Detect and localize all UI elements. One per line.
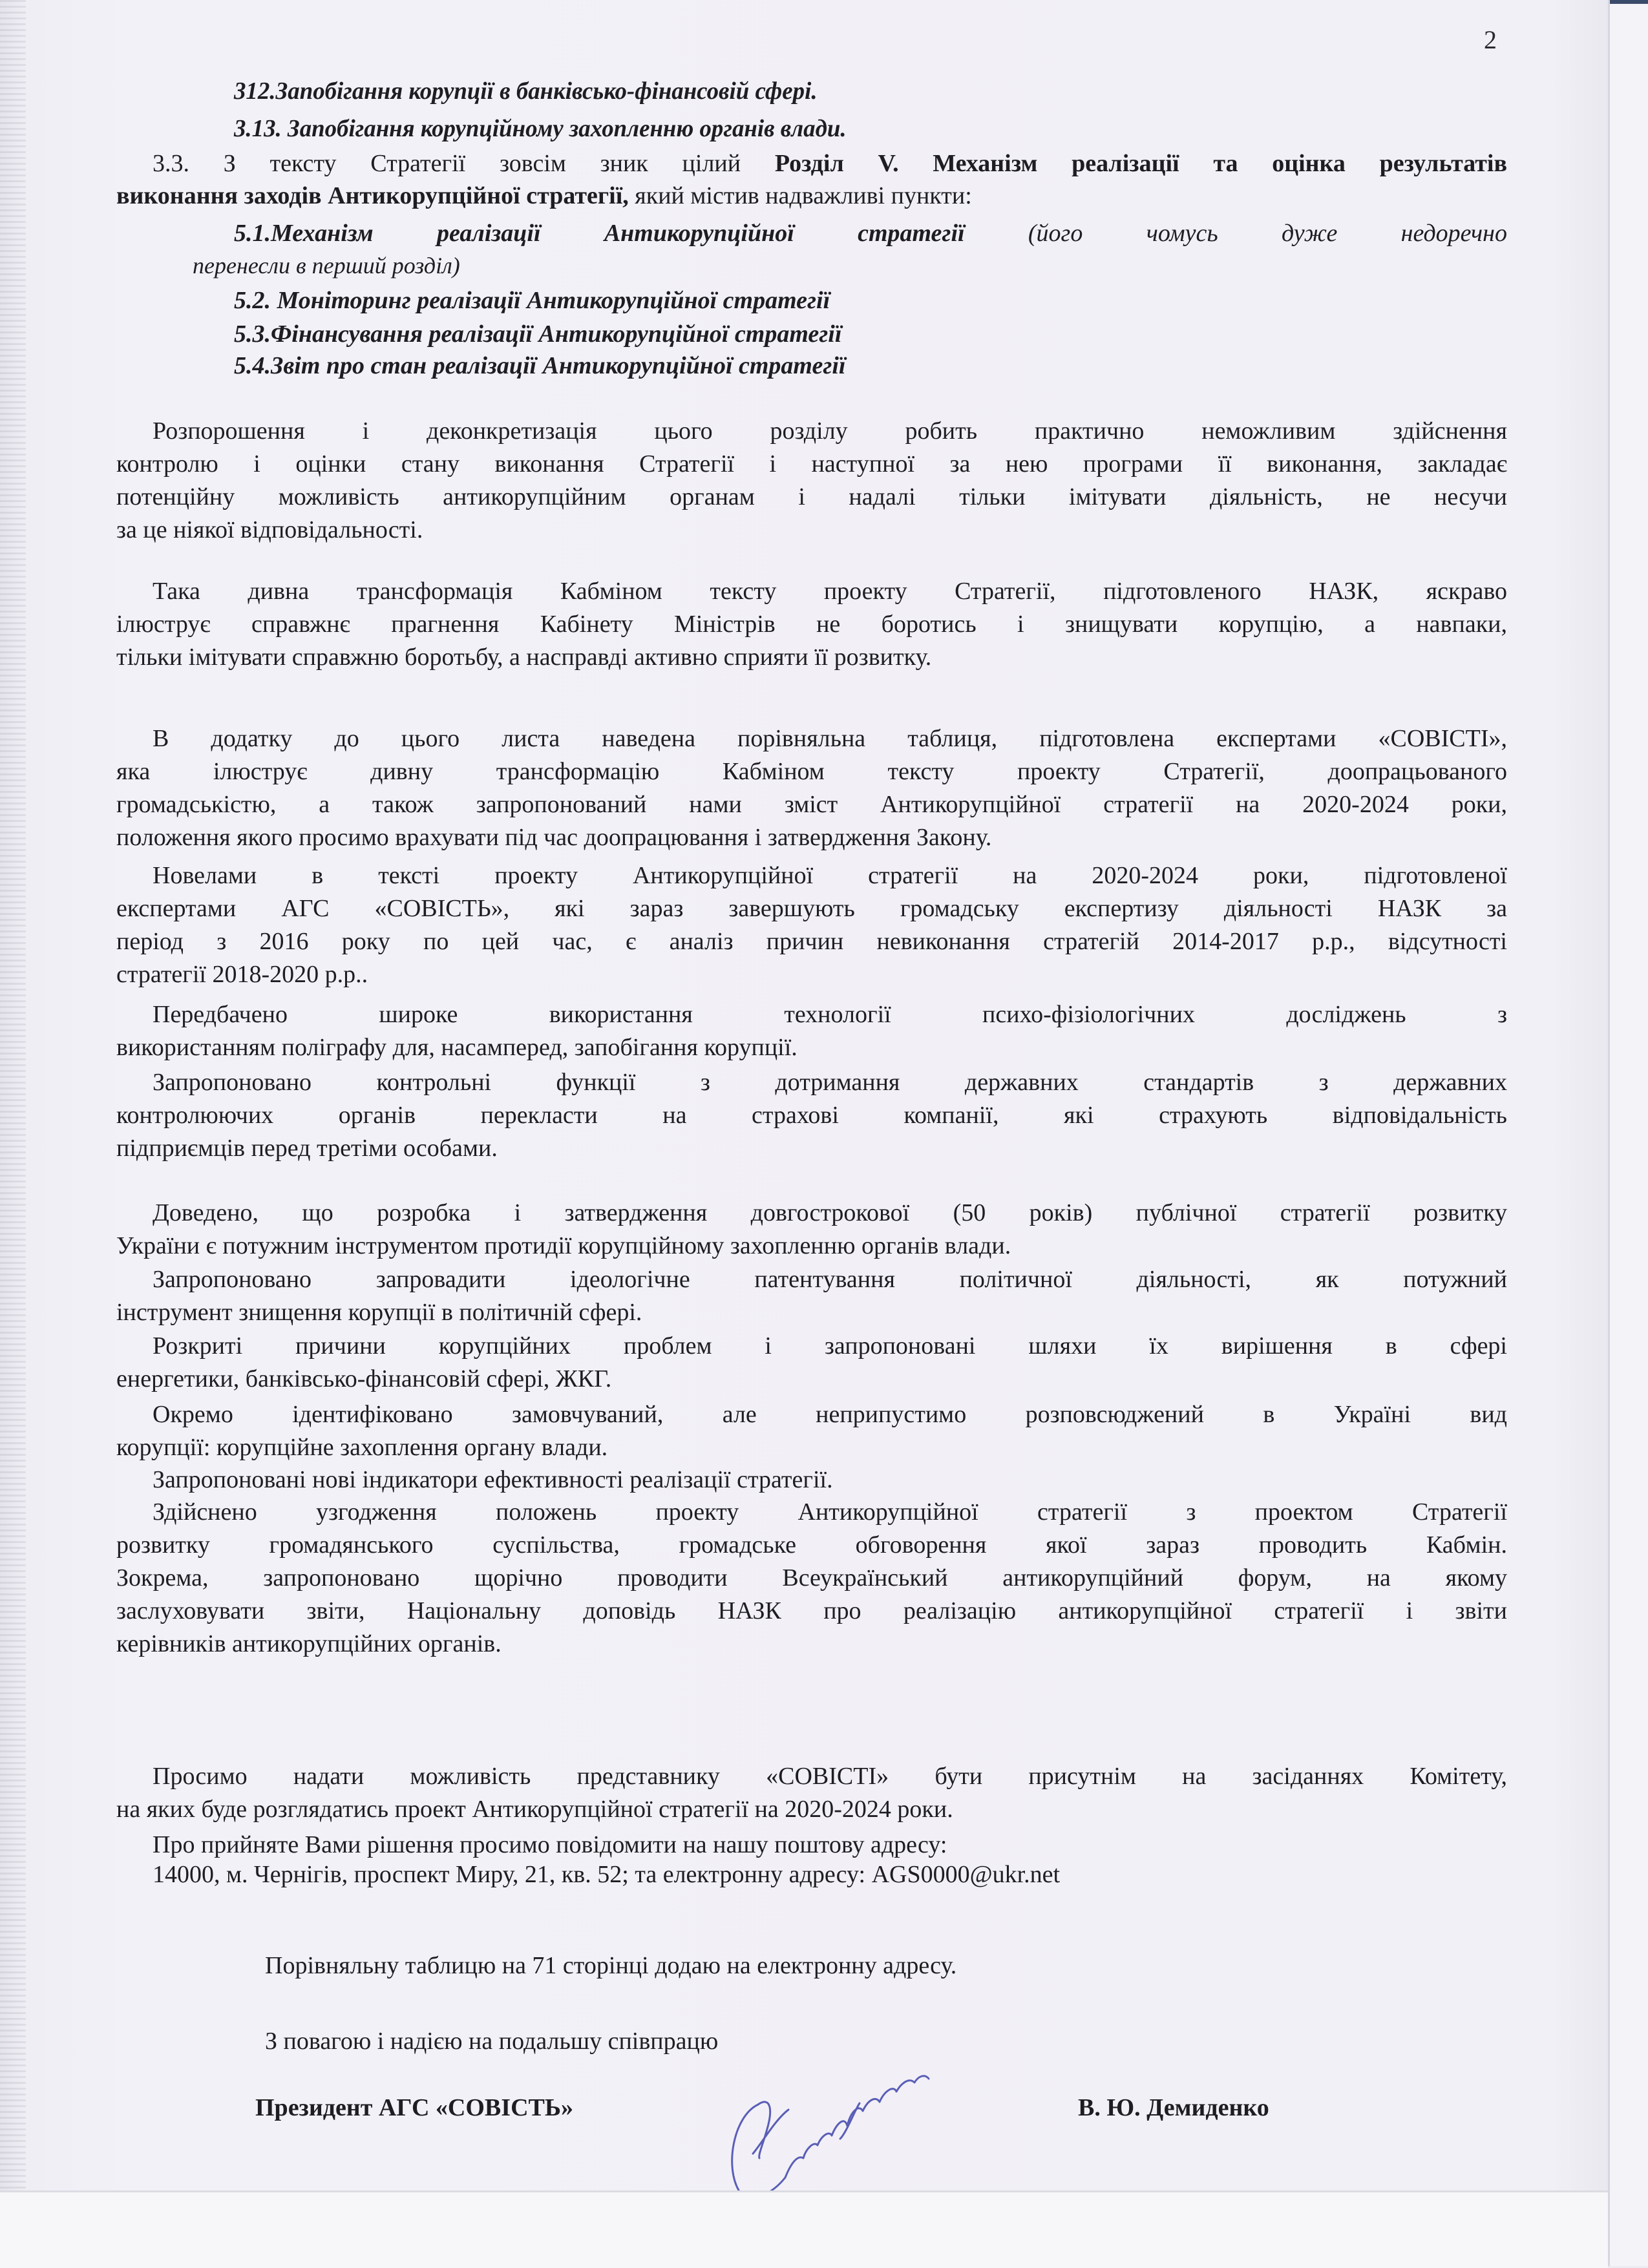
postal-address: 14000, м. Чернігів, проспект Миру, 21, кв. 52; та електронну адресу: [153, 1861, 872, 1888]
section-3-3-title-bold-cont: виконання заходів Антикорупційної стратегії, [116, 182, 629, 209]
paragraph-request-line: Просимо надати можливість представнику «СОВІСТІ» бути присутнім на засіданнях Комітету, [153, 1763, 1507, 1790]
paragraph-novels-line: стратегії 2018-2020 р.р.. [116, 961, 368, 988]
paragraph-transformation-line: Така дивна трансформація Кабміном тексту проекту Стратегії, підготовленого НАЗК, яскраво [153, 578, 1507, 605]
paragraph-capture-line: Окремо ідентифіковано замовчуваний, але неприпустимо розповсюджений в Україні вид [153, 1401, 1507, 1428]
signature-loop [732, 2105, 785, 2197]
section-3-3-suffix: який містив надважливі пункти: [628, 182, 972, 209]
paragraph-polygraph-line: використанням поліграфу для, насамперед, запобігання корупції. [116, 1034, 798, 1061]
closing-phrase: З повагою і надією на подальшу співпрацю [265, 2028, 719, 2055]
signature-letter-d [753, 2102, 788, 2158]
scanner-bottom-margin [0, 2190, 1608, 2268]
paragraph-insurance-line: контролюючих органів перекласти на страхові компанії, які страхують відповідальність [116, 1102, 1507, 1129]
paragraph-insurance-line: підприємців перед третіми особами. [116, 1135, 498, 1162]
paragraph-dispersion-line: Розпорошення і деконкретизація цього розділу робить практично неможливим здійснення [153, 417, 1507, 445]
paragraph-dispersion-line: контролю і оцінки стану виконання Стратегії і наступної за нею програми її виконання, закладає [116, 450, 1507, 478]
paragraph-harmonization-line: заслуховувати звіти, Національну доповідь НАЗК про реалізацію антикорупційної стратегії і звіти [116, 1597, 1507, 1624]
paragraph-appendix-line: положення якого просимо врахувати під час доопрацювання і затвердження Закону. [116, 824, 992, 851]
paragraph-long-term-line: України є потужним інструментом протидії корупційному захопленню органів влади. [116, 1232, 1011, 1259]
contact-address [153, 1858, 1060, 1891]
item-3-12: 312.Запобігання корупції в банківсько-фінансовій сфері. [234, 78, 818, 105]
paragraph-novels-line: Новелами в тексті проекту Антикорупційної стратегії на 2020-2024 роки, підготовленої [153, 862, 1507, 889]
page-number: 2 [1484, 25, 1497, 54]
section-3-3-line1 [153, 147, 1507, 180]
signatory-name: В. Ю. Демиденко [1078, 2094, 1269, 2121]
paragraph-capture-line: корупції: корупційне захоплення органу влади. [116, 1434, 608, 1461]
paragraph-novels-line: період з 2016 року по цей час, є аналіз причин невиконання стратегій 2014-2017 р.р., відсутності [116, 928, 1507, 955]
paragraph-insurance-line: Запропоновано контрольні функції з дотримання державних стандартів з державних [153, 1069, 1507, 1096]
paragraph-long-term-line: Доведено, що розробка і затвердження довгострокової (50 років) публічної стратегії розвитку [153, 1199, 1507, 1226]
paragraph-appendix-line: громадськістю, а також запропонований нами зміст Антикорупційної стратегії на 2020-2024 роки, [116, 791, 1507, 818]
section-3-3-line2 [116, 180, 972, 212]
item-5-1-note: (його чомусь дуже недоречно [1028, 220, 1508, 247]
paragraph-causes-line: Розкриті причини корупційних проблем і запропоновані шляхи їх вирішення в сфері [153, 1332, 1507, 1360]
item-5-2: 5.2. Моніторинг реалізації Антикорупційної стратегії [234, 287, 830, 314]
item-3-13: 3.13. Запобігання корупційному захопленню органів влади. [234, 115, 847, 142]
handwritten-signature [727, 2071, 934, 2207]
attachment-note: Порівняльну таблицю на 71 сторінці додаю на електронну адресу. [265, 1952, 957, 1979]
paragraph-patenting-line: інструмент знищення корупції в політичній сфері. [116, 1299, 642, 1326]
scanner-right-margin [1608, 0, 1648, 2266]
paragraph-harmonization-line: розвитку громадянського суспільства, громадське обговорення якої зараз проводить Кабмін. [116, 1531, 1507, 1559]
scanner-band [1610, 0, 1648, 4]
paragraph-transformation-line: тільки імітувати справжню боротьбу, а насправді активно сприяти її розвитку. [116, 644, 932, 671]
item-5-3: 5.3.Фінансування реалізації Антикорупційної стратегії [234, 320, 842, 348]
item-5-1-note-cont: перенесли в перший розділ) [193, 253, 460, 278]
paragraph-harmonization-line: керівників антикорупційних органів. [116, 1630, 502, 1657]
paragraph-harmonization-line: Здійснено узгодження положень проекту Антикорупційної стратегії з проектом Стратегії [153, 1498, 1507, 1526]
paragraph-novels-line: експертами АГС «СОВІСТЬ», які зараз завершують громадську експертизу діяльності НАЗК за [116, 895, 1507, 922]
paragraph-patenting-line: Запропоновано запровадити ідеологічне патентування політичної діяльності, як потужний [153, 1266, 1507, 1293]
contact-request: Про прийняте Вами рішення просимо повідомити на нашу поштову адресу: [153, 1831, 947, 1858]
section-3-3-title-bold: Розділ V. Механізм реалізації та оцінка результатів [774, 150, 1507, 177]
item-5-4: 5.4.Звіт про стан реалізації Антикорупційної стратегії [234, 352, 846, 379]
item-5-1-title: 5.1.Механізм реалізації Антикорупційної стратегії [234, 220, 965, 247]
paragraph-polygraph-line: Передбачено широке використання технології психо-фізіологічних досліджень з [153, 1001, 1507, 1028]
section-3-3-prefix: 3.3. З тексту Стратегії зовсім зник цілий [153, 150, 775, 177]
paragraph-appendix-line: яка ілюструє дивну трансформацію Кабміном тексту проекту Стратегії, доопрацьованого [116, 758, 1507, 785]
email-address: AGS0000@ukr.net [871, 1861, 1061, 1888]
paragraph-appendix-line: В додатку до цього листа наведена порівняльна таблиця, підготовлена експертами «СОВІСТІ», [153, 725, 1507, 752]
paragraph-transformation-line: ілюструє справжнє прагнення Кабінету Міністрів не боротись і знищувати корупцію, а навпаки, [116, 611, 1507, 638]
scan-edge-artifact [0, 0, 26, 2190]
item-5-1 [234, 217, 1507, 249]
signatory-position: Президент АГС «СОВІСТЬ» [255, 2094, 573, 2121]
paragraph-causes-line: енергетики, банківсько-фінансовій сфері, ЖКГ. [116, 1365, 612, 1392]
paragraph-harmonization-line: Зокрема, запропоновано щорічно проводити Всеукраїнський антикорупційний форум, на якому [116, 1564, 1507, 1591]
paragraph-request-line: на яких буде розглядатись проект Антикорупційної стратегії на 2020-2024 роки. [116, 1796, 953, 1823]
paragraph-dispersion-line: потенційну можливість антикорупційним органам і надалі тільки імітувати діяльність, не несучи [116, 483, 1507, 510]
paragraph-dispersion-line: за це ніякої відповідальності. [116, 516, 423, 543]
paragraph-indicators-line: Запропоновані нові індикатори ефективності реалізації стратегії. [153, 1466, 833, 1493]
signature-word [785, 2076, 929, 2178]
